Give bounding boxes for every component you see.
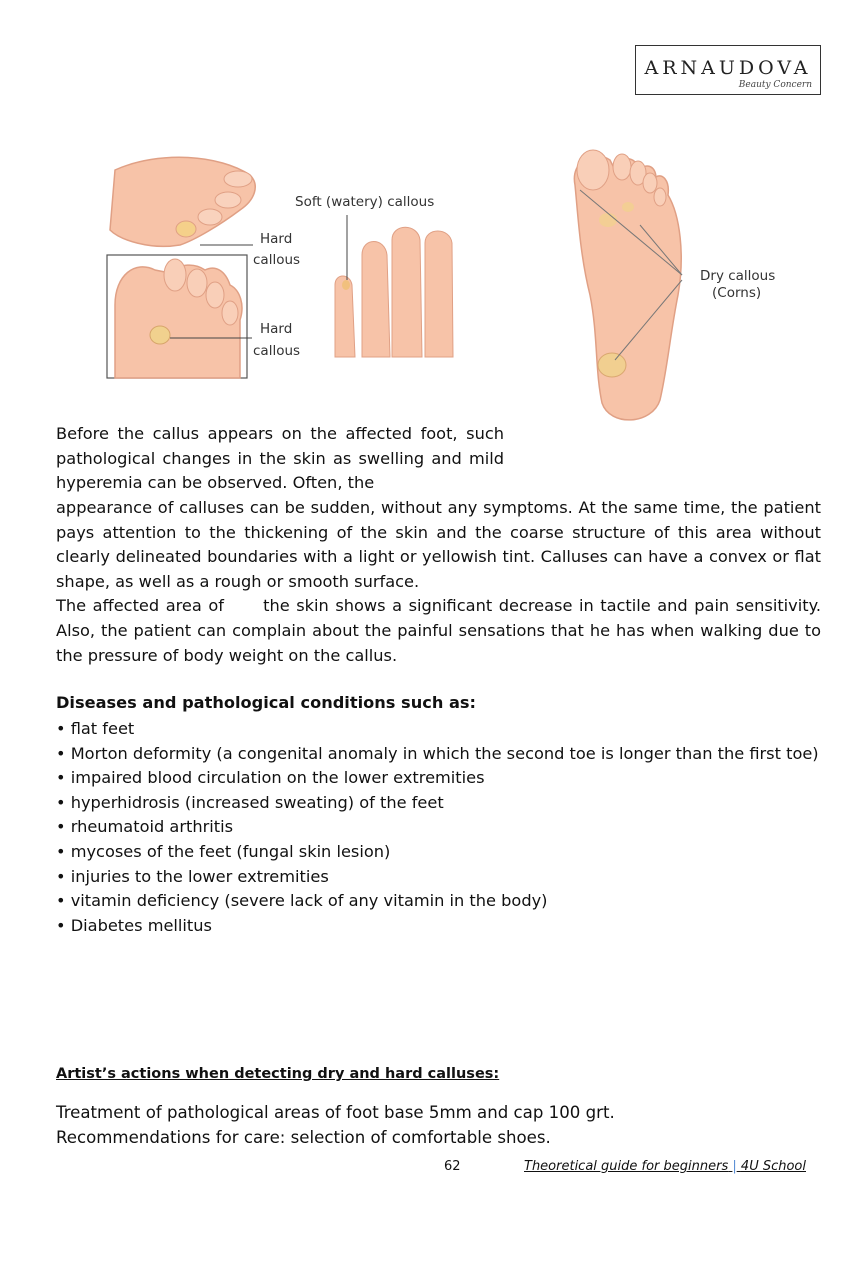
treatment-line: Treatment of pathological areas of foot base 5mm and cap 100 grt. (56, 1103, 615, 1122)
callous-illustration-right (560, 145, 780, 430)
intro-paragraph (56, 422, 504, 496)
paragraph-2: The affected area of the skin shows a significant decrease in tactile and pain sensitivity. Also, the patient can complain about the painful sensations that he has when walking due to the pressure of body weight on the callus. (56, 596, 827, 665)
label-hard-callous-1a: Hard (260, 231, 293, 247)
label-soft-callous: Soft (watery) callous (295, 194, 435, 210)
callous-illustration-left (100, 145, 460, 385)
paragraph-1: appearance of calluses can be sudden, without any symptoms. At the same time, the patient pays attention to the thickening of the skin and the coarse structure of this area without clearly delineated boundaries with a light or yellowish tint. Calluses can have a convex or flat shape, as well as a rough or smooth surface. (56, 498, 821, 591)
footer-title (524, 1159, 806, 1174)
list-item: • vitamin deficiency (severe lack of any vitamin in the body) (56, 891, 548, 911)
label-dry-callous-2: (Corns) (712, 285, 762, 301)
list-item: • injuries to the lower extremities (56, 866, 329, 886)
list-item: • Diabetes mellitus (56, 915, 212, 935)
label-dry-callous-1: Dry callous (700, 268, 776, 284)
diseases-heading: Diseases and pathological conditions such as: (56, 693, 477, 712)
list-item: • flat feet (56, 719, 135, 738)
artist-actions-text (56, 1100, 615, 1150)
label-hard-callous-2b: callous (253, 343, 301, 359)
list-item: • mycoses of the feet (fungal skin lesion) (56, 841, 391, 861)
main-paragraphs (56, 496, 827, 668)
label-hard-callous-1b: callous (253, 252, 301, 268)
list-item: • hyperhidrosis (increased sweating) of the feet (56, 792, 444, 812)
page-number: 62 (444, 1159, 461, 1174)
artist-actions-title: Artist’s actions when detecting dry and hard calluses: (56, 1066, 500, 1082)
footer-guide-title: Theoretical guide for beginners (524, 1159, 729, 1174)
diseases-list (56, 717, 821, 938)
intro-text: Before the callus appears on the affected foot, such pathological changes in the skin as swelling and mild hyperemia can be observed. Often, the (56, 424, 504, 493)
footer-separator: | (732, 1159, 737, 1174)
logo-sub-text: Beauty Concern (738, 80, 812, 90)
list-item: • impaired blood circulation on the lower extremities (56, 768, 485, 788)
label-hard-callous-2a: Hard (260, 321, 293, 337)
care-line: Recommendations for care: selection of comfortable shoes. (56, 1128, 551, 1147)
list-item: • Morton deformity (a congenital anomaly in which the second toe is longer than the first toe) (56, 743, 819, 763)
footer-school: 4U School (740, 1159, 806, 1174)
logo-main-text: ARNAUDOVA (644, 57, 812, 79)
brand-logo (635, 45, 821, 95)
list-item: • rheumatoid arthritis (56, 817, 234, 837)
